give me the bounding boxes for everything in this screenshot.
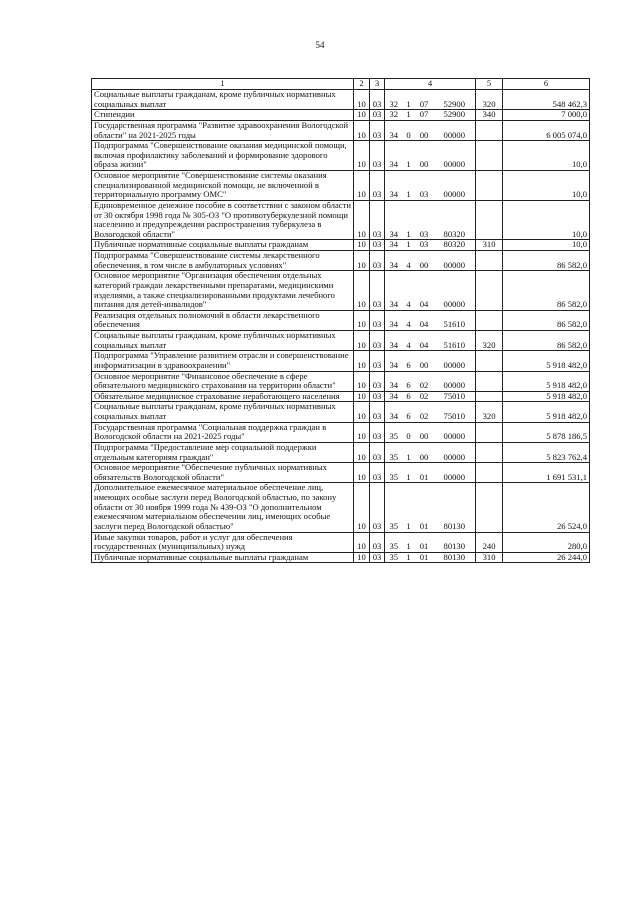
row-expense-type: 320 (476, 90, 503, 110)
row-target-b: 6 (403, 351, 415, 371)
row-target-a: 34 (385, 271, 403, 311)
row-section: 10 (354, 442, 370, 462)
row-section: 10 (354, 310, 370, 330)
table-row (92, 271, 590, 311)
row-target-d: 00000 (434, 351, 476, 371)
row-subsection: 03 (370, 171, 385, 201)
row-name: Социальные выплаты гражданам, кроме публичных нормативных социальных выплат (92, 90, 354, 110)
row-name: Подпрограмма "Совершенствование системы лекарственного обеспечения, в том числе в амбулаторных условиях" (92, 251, 354, 271)
row-section: 10 (354, 371, 370, 391)
row-expense-type (476, 200, 503, 240)
row-subsection: 03 (370, 391, 385, 402)
row-target-a: 34 (385, 240, 403, 251)
row-target-c: 07 (415, 90, 434, 110)
row-section: 10 (354, 422, 370, 442)
row-subsection: 03 (370, 310, 385, 330)
row-target-b: 6 (403, 402, 415, 422)
row-section: 10 (354, 402, 370, 422)
row-target-a: 32 (385, 90, 403, 110)
row-target-c: 01 (415, 532, 434, 552)
row-target-b: 0 (403, 120, 415, 140)
row-target-a: 34 (385, 310, 403, 330)
row-subsection: 03 (370, 200, 385, 240)
row-target-a: 34 (385, 351, 403, 371)
row-section: 10 (354, 391, 370, 402)
row-target-c: 00 (415, 442, 434, 462)
row-expense-type (476, 251, 503, 271)
row-name: Обязательное медицинское страхование неработающего населения (92, 391, 354, 402)
row-name: Реализация отдельных полномочий в области лекарственного обеспечения (92, 310, 354, 330)
row-target-b: 1 (403, 90, 415, 110)
row-target-b: 1 (403, 483, 415, 532)
row-amount: 280,0 (503, 532, 590, 552)
row-amount: 5 918 482,0 (503, 351, 590, 371)
row-section: 10 (354, 171, 370, 201)
row-subsection: 03 (370, 240, 385, 251)
row-target-d: 75010 (434, 402, 476, 422)
row-target-c: 02 (415, 402, 434, 422)
row-name: Основное мероприятие "Совершенствование системы оказания специализированной медицинской помощи, не включенной в территориальную программу ОМС" (92, 171, 354, 201)
row-subsection: 03 (370, 351, 385, 371)
row-expense-type (476, 351, 503, 371)
row-subsection: 03 (370, 371, 385, 391)
row-subsection: 03 (370, 251, 385, 271)
row-subsection: 03 (370, 463, 385, 483)
row-section: 10 (354, 463, 370, 483)
row-amount: 10,0 (503, 240, 590, 251)
row-target-d: 00000 (434, 271, 476, 311)
row-amount: 86 582,0 (503, 271, 590, 311)
row-target-d: 80130 (434, 552, 476, 563)
row-expense-type (476, 422, 503, 442)
table-row (92, 483, 590, 532)
header-col-3: 3 (370, 79, 385, 90)
row-target-b: 4 (403, 331, 415, 351)
row-target-a: 35 (385, 422, 403, 442)
row-section: 10 (354, 483, 370, 532)
row-expense-type (476, 442, 503, 462)
table-row (92, 442, 590, 462)
row-target-b: 1 (403, 532, 415, 552)
row-target-c: 03 (415, 200, 434, 240)
row-target-b: 0 (403, 422, 415, 442)
row-target-a: 35 (385, 483, 403, 532)
row-amount: 1 691 531,1 (503, 463, 590, 483)
row-target-d: 75010 (434, 391, 476, 402)
row-target-a: 34 (385, 141, 403, 171)
row-target-d: 51610 (434, 310, 476, 330)
row-target-c: 04 (415, 331, 434, 351)
table-row (92, 422, 590, 442)
row-name: Иные закупки товаров, работ и услуг для обеспечения государственных (муниципальных) нужд (92, 532, 354, 552)
row-amount: 5 823 762,4 (503, 442, 590, 462)
row-name: Государственная программа "Социальная поддержка граждан в Вологодской области на 2021-2025 годы" (92, 422, 354, 442)
table-row (92, 402, 590, 422)
table-row (92, 240, 590, 251)
row-target-b: 1 (403, 200, 415, 240)
row-subsection: 03 (370, 483, 385, 532)
table-row (92, 110, 590, 121)
row-name: Стипендии (92, 110, 354, 121)
row-name: Социальные выплаты гражданам, кроме публичных нормативных социальных выплат (92, 402, 354, 422)
row-target-b: 1 (403, 110, 415, 121)
row-expense-type: 310 (476, 240, 503, 251)
row-amount: 5 918 482,0 (503, 391, 590, 402)
row-amount: 7 000,0 (503, 110, 590, 121)
row-name: Государственная программа "Развитие здравоохранения Вологодской области" на 2021-2025 годы (92, 120, 354, 140)
row-target-a: 34 (385, 371, 403, 391)
row-subsection: 03 (370, 442, 385, 462)
row-section: 10 (354, 271, 370, 311)
table-row (92, 171, 590, 201)
row-target-d: 52900 (434, 90, 476, 110)
row-expense-type (476, 310, 503, 330)
row-section: 10 (354, 532, 370, 552)
row-section: 10 (354, 110, 370, 121)
row-expense-type: 310 (476, 552, 503, 563)
row-expense-type (476, 483, 503, 532)
table-row (92, 532, 590, 552)
row-name: Социальные выплаты гражданам, кроме публичных нормативных социальных выплат (92, 331, 354, 351)
row-subsection: 03 (370, 331, 385, 351)
row-target-d: 00000 (434, 171, 476, 201)
header-col-2: 2 (354, 79, 370, 90)
row-target-c: 07 (415, 110, 434, 121)
row-expense-type: 320 (476, 331, 503, 351)
row-target-b: 6 (403, 371, 415, 391)
row-target-a: 34 (385, 402, 403, 422)
row-subsection: 03 (370, 120, 385, 140)
row-expense-type (476, 371, 503, 391)
row-section: 10 (354, 251, 370, 271)
table-row (92, 251, 590, 271)
table-row (92, 120, 590, 140)
row-section: 10 (354, 552, 370, 563)
row-target-a: 34 (385, 331, 403, 351)
row-target-c: 00 (415, 141, 434, 171)
row-target-b: 1 (403, 240, 415, 251)
row-expense-type: 320 (476, 402, 503, 422)
table-row (92, 391, 590, 402)
header-col-1: 1 (92, 79, 354, 90)
row-target-a: 34 (385, 171, 403, 201)
row-amount: 5 918 482,0 (503, 371, 590, 391)
row-expense-type (476, 171, 503, 201)
row-target-b: 1 (403, 442, 415, 462)
row-name: Подпрограмма "Предоставление мер социальной поддержки отдельным категориям граждан" (92, 442, 354, 462)
header-col-4: 4 (385, 79, 476, 90)
table-row (92, 141, 590, 171)
row-amount: 10,0 (503, 171, 590, 201)
row-target-b: 4 (403, 310, 415, 330)
row-target-d: 00000 (434, 120, 476, 140)
table-row (92, 371, 590, 391)
row-name: Подпрограмма "Совершенствование оказания медицинской помощи, включая профилактику заболеваний и формирование здорового образа жизни" (92, 141, 354, 171)
row-name: Дополнительное ежемесячное материальное обеспечение лиц, имеющих особые заслуги перед Вологодской областью, по закону области от 30 ноября 1999 года № 439-ОЗ "О дополнительном ежемесячном материальном обеспечении лиц, имеющих особые заслуги перед Вологодской областью" (92, 483, 354, 532)
row-amount: 86 582,0 (503, 331, 590, 351)
row-amount: 5 878 186,5 (503, 422, 590, 442)
row-target-c: 03 (415, 171, 434, 201)
page-number: 54 (315, 40, 325, 50)
row-name: Публичные нормативные социальные выплаты гражданам (92, 240, 354, 251)
row-section: 10 (354, 120, 370, 140)
row-subsection: 03 (370, 90, 385, 110)
row-target-d: 00000 (434, 371, 476, 391)
table-row (92, 310, 590, 330)
row-subsection: 03 (370, 110, 385, 121)
row-amount: 26 244,0 (503, 552, 590, 563)
row-target-d: 00000 (434, 251, 476, 271)
row-target-a: 34 (385, 200, 403, 240)
row-target-c: 01 (415, 483, 434, 532)
row-target-b: 4 (403, 251, 415, 271)
row-subsection: 03 (370, 271, 385, 311)
row-target-a: 35 (385, 552, 403, 563)
table-row (92, 463, 590, 483)
header-row (92, 79, 590, 90)
row-target-a: 35 (385, 442, 403, 462)
budget-table (91, 78, 590, 563)
row-target-a: 34 (385, 391, 403, 402)
row-name: Подпрограмма "Управление развитием отрасли и совершенствование информатизации в здравоохранении" (92, 351, 354, 371)
row-target-a: 32 (385, 110, 403, 121)
row-name: Основное мероприятие "Организация обеспечения отдельных категорий граждан лекарственными препаратами, медицинскими изделиями, а также специализированными продуктами лечебного питания для детей-инвалидов" (92, 271, 354, 311)
row-subsection: 03 (370, 422, 385, 442)
row-amount: 26 524,0 (503, 483, 590, 532)
row-target-b: 1 (403, 552, 415, 563)
row-target-c: 03 (415, 240, 434, 251)
row-subsection: 03 (370, 141, 385, 171)
row-target-a: 34 (385, 251, 403, 271)
row-name: Основное мероприятие "Обеспечение публичных нормативных обязательств Вологодской области" (92, 463, 354, 483)
table-row (92, 90, 590, 110)
row-target-b: 6 (403, 391, 415, 402)
row-target-d: 80130 (434, 532, 476, 552)
row-target-c: 00 (415, 120, 434, 140)
row-amount: 5 918 482,0 (503, 402, 590, 422)
row-section: 10 (354, 90, 370, 110)
row-amount: 86 582,0 (503, 310, 590, 330)
row-target-c: 02 (415, 371, 434, 391)
row-expense-type (476, 271, 503, 311)
table-row (92, 200, 590, 240)
table-row (92, 552, 590, 563)
row-subsection: 03 (370, 532, 385, 552)
row-expense-type (476, 463, 503, 483)
row-amount: 86 582,0 (503, 251, 590, 271)
row-target-d: 80130 (434, 483, 476, 532)
row-name: Публичные нормативные социальные выплаты гражданам (92, 552, 354, 563)
row-amount: 6 005 074,0 (503, 120, 590, 140)
row-expense-type (476, 141, 503, 171)
table-row (92, 331, 590, 351)
row-target-b: 4 (403, 271, 415, 311)
row-subsection: 03 (370, 552, 385, 563)
row-target-c: 01 (415, 463, 434, 483)
row-target-a: 34 (385, 120, 403, 140)
row-target-d: 80320 (434, 240, 476, 251)
row-target-c: 02 (415, 391, 434, 402)
row-name: Единовременное денежное пособие в соответствии с законом области от 30 октября 1998 года № 305-ОЗ "О противотуберкулезной помощи населению и предупреждении распространения туберкулеза в Вологодской области" (92, 200, 354, 240)
row-amount: 10,0 (503, 200, 590, 240)
row-target-c: 00 (415, 351, 434, 371)
row-section: 10 (354, 141, 370, 171)
row-expense-type (476, 120, 503, 140)
row-expense-type (476, 391, 503, 402)
row-target-a: 35 (385, 532, 403, 552)
row-target-d: 52900 (434, 110, 476, 121)
row-target-b: 1 (403, 171, 415, 201)
row-target-d: 00000 (434, 141, 476, 171)
row-target-c: 00 (415, 251, 434, 271)
row-target-d: 00000 (434, 422, 476, 442)
row-amount: 548 462,3 (503, 90, 590, 110)
row-section: 10 (354, 351, 370, 371)
row-section: 10 (354, 240, 370, 251)
row-target-c: 04 (415, 271, 434, 311)
row-target-d: 00000 (434, 463, 476, 483)
row-target-b: 1 (403, 463, 415, 483)
row-subsection: 03 (370, 402, 385, 422)
header-col-6: 6 (503, 79, 590, 90)
row-target-c: 01 (415, 552, 434, 563)
row-target-c: 00 (415, 422, 434, 442)
row-target-d: 00000 (434, 442, 476, 462)
row-target-a: 35 (385, 463, 403, 483)
row-section: 10 (354, 200, 370, 240)
row-name: Основное мероприятие "Финансовое обеспечение в сфере обязательного медицинского страхования на территории области" (92, 371, 354, 391)
row-section: 10 (354, 331, 370, 351)
row-target-b: 1 (403, 141, 415, 171)
row-expense-type: 240 (476, 532, 503, 552)
row-amount: 10,0 (503, 141, 590, 171)
row-expense-type: 340 (476, 110, 503, 121)
header-col-5: 5 (476, 79, 503, 90)
row-target-c: 04 (415, 310, 434, 330)
table-row (92, 351, 590, 371)
row-target-d: 80320 (434, 200, 476, 240)
row-target-d: 51610 (434, 331, 476, 351)
